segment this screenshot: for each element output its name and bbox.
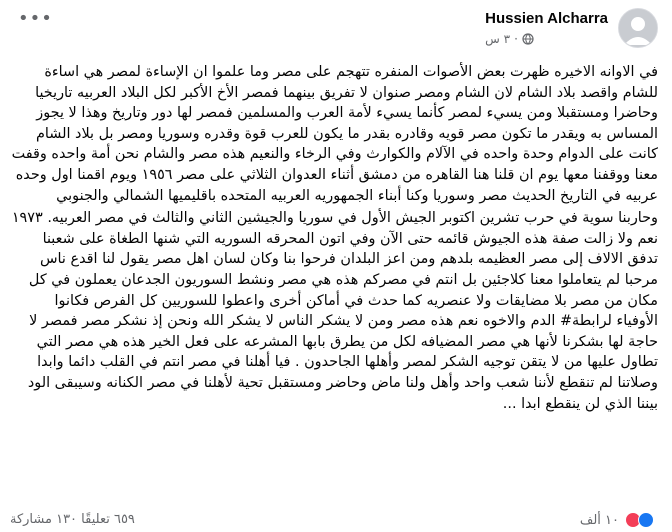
- post-time[interactable]: ٣ س: [485, 31, 511, 46]
- avatar-placeholder-icon: [619, 9, 657, 47]
- post-body: [10, 62, 658, 414]
- post-paragraph-1: في الاوانه الاخيره ظهرت بعض الأصوات المنفره تتهجم على مصر وما علموا ان الإساءة لمصر هي اساءة للشام واقصد بلاد الشام لان الشام ومصر صنوان لا تفريق بينهما فمصر الأخ الأكبر لكل البلاد العربيه تاريخيا وحاضرا ومستقبلا ومن يسيء لمصر كأنما يسيء لأمة العرب والمسلمين فمصر لها دور وتاريخ وهذا لا يجوز المساس به ويقدر ما تكون مصر قويه وقادره بقدر ما يكون للعرب قوة وقدره وسوريا ومصر بل بلاد الشام كانت على الدوام وحدة واحده في الآلام والكوارث وفي الرخاء والنعيم هذه مصر والشام نحن أمة واحده وقفت معنا ووقفنا معها يوم ان قلنا هنا القاهره من دمشق أثناء العدوان الثلاثي على مصر ١٩٥٦ ويوم اقمنا اول وحده عربيه في التاريخ الحديث مصر وسوريا وكنا أبناء الجمهوريه العربيه المتحده باقليميها الشمالي والجنوبي: [11, 64, 658, 204]
- post-footer: [0, 512, 672, 532]
- post-meta: [485, 10, 608, 47]
- author-name[interactable]: Hussien Alcharra: [485, 9, 608, 27]
- globe-icon[interactable]: [522, 33, 534, 45]
- more-options-icon[interactable]: •••: [18, 8, 53, 29]
- comments-shares-stats[interactable]: ٦٥٩ تعليقًا ١٣٠ مشاركة: [10, 512, 135, 527]
- avatar[interactable]: [618, 8, 658, 48]
- post-header: [485, 6, 658, 50]
- reactions-count: ١٠ ألف: [579, 512, 619, 528]
- post-subline: [485, 31, 608, 47]
- separator-dot: ·: [514, 31, 518, 46]
- post-paragraph-2: وحاربنا سوية في حرب تشرين اكتوبر الجيش الأول في سوريا والجيشين الثاني والثالث في مصر العربيه. ١٩٧٣ نعم ولا زالت صفة هذه الجيوش قائمه حتى الآن وفي اتون المحرقه السوريه التي شنها الطغاة على شعبنا تدفق الالاف إلى مصر العظيمه بلدهم ومن اعز البلدان فرحوا بنا وكان لسان اهل مصر يقول لنا اقدع ناس مرحبا لم يتعاملوا معنا كلاجئين بل انتم في مصركم هذه هي مصر ونشط السوريون الجدعان يعملون في كل مكان من مصر بلا مضايقات ولا عنصريه كما حدث في أماكن أخرى واعطوا للسوريين كل الفرص فكانوا الأوفياء لرابطة# الدم والاخوه نعم هذه مصر ومن لا يشكر الناس لا يشكر الله ونحن إذ نشكر مصر فمصر لا حاجة لها بشكرنا لأنها هي مصر المضيافه لكل من يطرق بابها المشرعه على فعل الخير هذه هي مصر التي تطاول عليها من لا يتقن توجيه الشكر لمصر وأهلها الجاحدون . فيا أهلنا في مصر انتم في القلب دائما وابدا وصلاتنا لم تنقطع لأننا شعب واحد وأهل ولنا ماض وحاضر ومستقبل تحية لأهلنا في مصر الكنانه وسيبقى الود بيننا الذي لن ينقطع ابدا ...: [11, 210, 658, 412]
